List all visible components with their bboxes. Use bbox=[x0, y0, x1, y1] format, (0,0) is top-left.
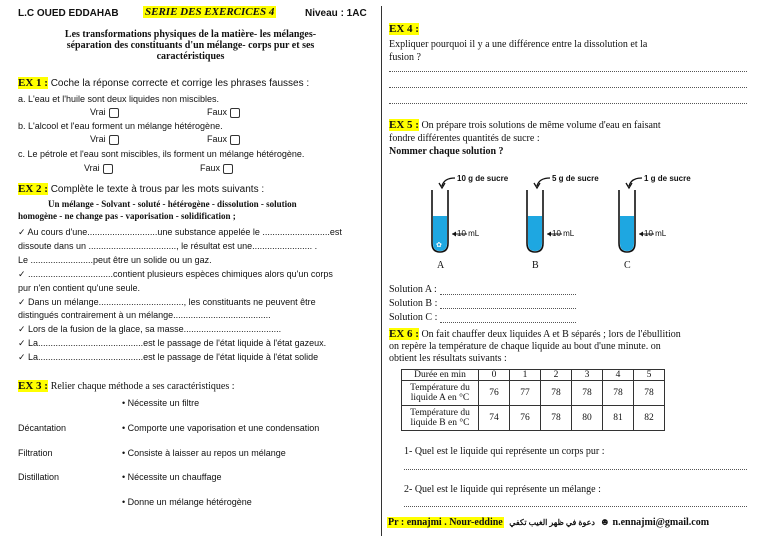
page-title: Les transformations physiques de la matière- les mélanges- séparation des constituants d'un mélange- corps pur et ses caractéristiques bbox=[64, 29, 317, 62]
footer-email[interactable]: n.ennajmi@gmail.com bbox=[612, 517, 710, 528]
footer bbox=[387, 517, 709, 528]
ex2-line: ✓ Dans un mélange.................................., les constituants ne peuvent être bbox=[18, 296, 316, 307]
column-divider bbox=[381, 6, 382, 536]
volume-label-c: 10 mL bbox=[644, 229, 667, 238]
sugar-label-c: 1 g de sucre bbox=[644, 174, 691, 183]
volume-label-b: 10 mL bbox=[552, 229, 575, 238]
ex2-line: ✓ Lors de la fusion de la glace, sa masse....................................... bbox=[18, 324, 282, 335]
ex1-statement-a: a. L'eau et l'huile sont deux liquides non miscibles. bbox=[18, 94, 220, 104]
smiley-icon: ☻ bbox=[599, 517, 611, 528]
ex3-characteristic[interactable]: • Donne un mélange hétérogène bbox=[122, 497, 252, 507]
tube-c bbox=[619, 174, 691, 271]
table-row: Durée en min 0 1 2 3 4 5 bbox=[402, 370, 665, 381]
footer-arabic: دعوة في ظهر الغيب تكفي bbox=[509, 518, 595, 527]
ex3-method-decantation[interactable]: Décantation bbox=[18, 423, 67, 433]
ex6-question-2: 2- Quel est le liquide qui représente un mélange : bbox=[404, 484, 601, 495]
tube-letter-b: B bbox=[532, 260, 539, 271]
test-tubes-diagram bbox=[410, 168, 710, 276]
answer-line[interactable] bbox=[389, 87, 747, 88]
answer-line[interactable] bbox=[389, 71, 747, 72]
ex1-true-c[interactable]: Vrai bbox=[84, 163, 113, 174]
ex6-text: EX 6 : On fait chauffer deux liquides A et B séparés ; lors de l'ébullition on repère la température de chaque liquide au bout d'une minute. on obtient les résultats suivants : bbox=[389, 328, 681, 364]
ex3-characteristic[interactable]: • Consiste à laisser au repos un mélange bbox=[122, 448, 286, 458]
ex3-method-distillation[interactable]: Distillation bbox=[18, 472, 60, 482]
water-c bbox=[620, 216, 634, 251]
ex1-false-c[interactable]: Faux bbox=[200, 163, 233, 174]
ex2-heading: EX 2 : Complète le texte à trous par les mots suivants : bbox=[18, 183, 265, 195]
answer-line[interactable] bbox=[389, 103, 747, 104]
ex2-word-bank-1: Un mélange - Solvant - soluté - hétérogène - dissolution - solution bbox=[48, 199, 297, 209]
ex3-characteristic[interactable]: • Nécessite un filtre bbox=[122, 398, 200, 408]
water-b bbox=[528, 216, 542, 251]
table-row: Température du liquide B en °C 74 76 78 80 81 82 bbox=[402, 406, 665, 431]
ex1-false-a[interactable]: Faux bbox=[207, 107, 240, 118]
ex1-statement-b: b. L'alcool et l'eau forment un mélange hétérogène. bbox=[18, 121, 223, 131]
ex2-line: ✓ La..........................................est le passage de l'état liquide à l'état solide bbox=[18, 352, 319, 363]
answer-solution-b: Solution B : bbox=[389, 298, 438, 309]
school-name: L.C OUED EDDAHAB bbox=[18, 8, 119, 19]
ex5-text: EX 5 : On prépare trois solutions de même volume d'eau en faisant fondre différentes quantités de sucre : Nommer chaque solution ? bbox=[389, 119, 661, 157]
tube-b bbox=[527, 174, 599, 271]
answer-line[interactable] bbox=[440, 294, 576, 295]
answer-solution-c: Solution C : bbox=[389, 312, 438, 323]
ex2-line: ✓ Au cours d'une............................une substance appelée le ...........................est bbox=[18, 227, 342, 237]
answer-line[interactable] bbox=[440, 308, 576, 309]
ex1-true-a[interactable]: Vrai bbox=[90, 107, 119, 118]
ex2-word-bank-2: homogène - ne change pas - vaporisation - solidification ; bbox=[18, 211, 236, 221]
tube-letter-a: A bbox=[437, 260, 445, 271]
temperature-table bbox=[401, 369, 665, 431]
tube-a bbox=[432, 174, 509, 271]
ex6-question-1: 1- Quel est le liquide qui représente un corps pur : bbox=[404, 446, 605, 457]
table-row: Température du liquide A en °C 76 77 78 78 78 78 bbox=[402, 381, 665, 406]
ex3-characteristic[interactable]: • Nécessite un chauffage bbox=[122, 472, 222, 482]
ex4-heading: EX 4 : bbox=[389, 23, 419, 35]
ex1-heading: EX 1 : Coche la réponse correcte et corrige les phrases fausses : bbox=[18, 77, 310, 89]
ex1-false-b[interactable]: Faux bbox=[207, 134, 240, 145]
answer-line[interactable] bbox=[404, 506, 747, 507]
sugar-label-a: 10 g de sucre bbox=[457, 174, 509, 183]
ex2-line: distingués contrairement à un mélange....................................... bbox=[18, 310, 271, 321]
ex2-text bbox=[18, 226, 342, 365]
ex2-line: pur n'en contient qu'une seule. bbox=[18, 282, 141, 293]
ex1-true-b[interactable]: Vrai bbox=[90, 134, 119, 145]
sugar-label-b: 5 g de sucre bbox=[552, 174, 599, 183]
tube-letter-c: C bbox=[624, 260, 631, 271]
volume-label-a: 10 mL bbox=[457, 229, 480, 238]
answer-line[interactable] bbox=[404, 469, 747, 470]
ex1-statement-c: c. Le pétrole et l'eau sont miscibles, ils forment un mélange hétérogène. bbox=[18, 149, 305, 159]
series-title: SERIE DES EXERCICES 4 bbox=[145, 6, 275, 18]
ex2-line: Le .........................peut être un solide ou un gaz. bbox=[18, 254, 212, 265]
ex3-method-filtration[interactable]: Filtration bbox=[18, 448, 53, 458]
answer-line[interactable] bbox=[440, 322, 576, 323]
ex3-heading: EX 3 : Relier chaque méthode a ses caractéristiques : bbox=[18, 380, 235, 392]
ex2-line: ✓ ..................................contient plusieurs espèces chimiques alors qu'un corps bbox=[18, 268, 333, 279]
level-label: Niveau : 1AC bbox=[305, 8, 367, 19]
ex4-question: Expliquer pourquoi il y a une différence entre la dissolution et la fusion ? bbox=[389, 39, 648, 63]
sugar-crystals-a: ✿ bbox=[436, 242, 442, 249]
answer-solution-a: Solution A : bbox=[389, 284, 437, 295]
ex2-line: ✓ La..........................................est le passage de l'état liquide à l'état gazeux. bbox=[18, 338, 327, 349]
footer-prof: Pr : ennajmi . Nour-eddine bbox=[388, 517, 503, 528]
ex3-characteristic[interactable]: • Comporte une vaporisation et une condensation bbox=[122, 423, 320, 433]
ex2-line: dissoute dans un ..................................., le résultat est une........................ . bbox=[18, 240, 318, 251]
